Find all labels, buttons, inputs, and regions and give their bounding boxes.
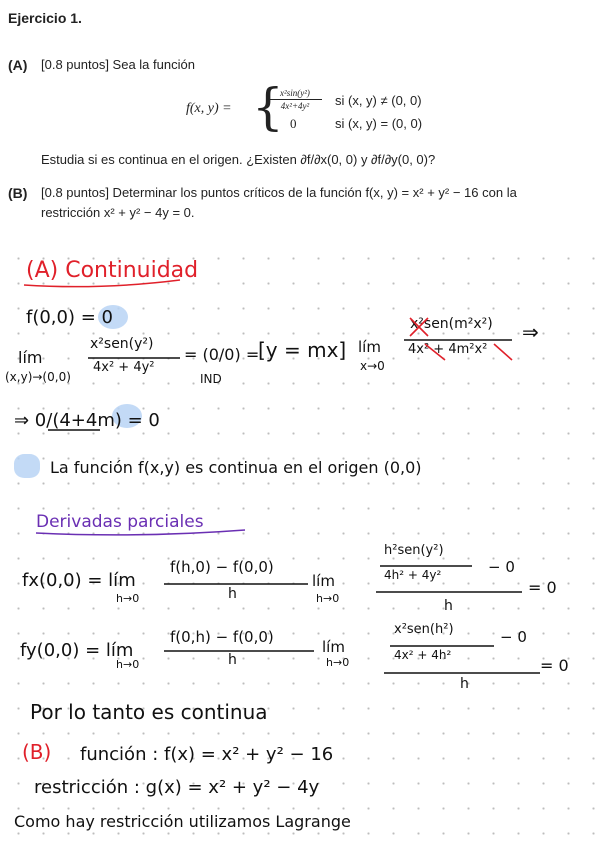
limit-result: ⇒ 0/(4+4m) = 0	[14, 410, 160, 431]
heading-part-b: (B)	[22, 740, 52, 764]
part-a-question: Estudia si es continua en el origen. ¿Existen ∂f/∂x(0, 0) y ∂f/∂y(0, 0)?	[41, 152, 436, 167]
part-b-label: (B)	[8, 185, 28, 201]
lim-word-2: lím	[358, 338, 381, 356]
fy-h-to-0-2: h→0	[326, 656, 350, 669]
case1-denominator: 4x²+4y²	[280, 101, 310, 111]
exercise-title: Ejercicio 1.	[8, 10, 82, 26]
fy-lim-word: lím	[322, 638, 345, 656]
zero-over-zero: = (0/0) =	[184, 345, 260, 364]
case1-numerator: x²sin(y²)	[280, 88, 310, 98]
lim-word: lím	[18, 348, 43, 367]
fy-minus-zero: − 0	[500, 628, 527, 646]
objective-function: función : f(x) = x² + y² − 16	[80, 744, 334, 765]
therefore-continuous: Por lo tanto es continua	[30, 700, 268, 724]
fy-inner-denominator: 4x² + 4h²	[394, 648, 452, 662]
lim-subscript: (x,y)→(0,0)	[5, 370, 71, 384]
indeterminate-label: IND	[200, 372, 222, 386]
fx-denominator: h	[228, 586, 237, 602]
continuity-conclusion: La función f(x,y) es continua en el origen (0,0)	[50, 458, 422, 477]
substituted-numerator: x²sen(m²x²)	[410, 316, 493, 332]
fy-equals-zero: = 0	[540, 656, 569, 675]
part-b-line2: restricción x² + y² − 4y = 0.	[41, 205, 195, 220]
case2-value: 0	[290, 116, 297, 131]
lim-subscript-2: x→0	[360, 359, 385, 373]
part-a-label: (A)	[8, 57, 28, 73]
fx-h-to-0: h→0	[116, 592, 140, 605]
part-a-statement: [0.8 puntos] Sea la función	[41, 57, 195, 72]
fx-minus-zero: − 0	[488, 558, 515, 576]
fy-inner-numerator: x²sen(h²)	[394, 622, 454, 637]
lagrange-note: Como hay restricción utilizamos Lagrange	[14, 812, 351, 831]
fx-h-to-0-2: h→0	[316, 592, 340, 605]
heading-derivadas: Derivadas parciales	[36, 512, 204, 532]
fy-denominator: h	[228, 652, 237, 668]
fx-equals-zero: = 0	[528, 578, 557, 597]
cases-brace: {	[252, 78, 284, 136]
part-b-line1: [0.8 puntos] Determinar los puntos críticos de la función f(x, y) = x² + y² − 16 con la	[41, 185, 517, 200]
case1-condition: si (x, y) ≠ (0, 0)	[335, 93, 422, 108]
fx-lim-word: lím	[312, 572, 335, 590]
fx-lhs: fx(0,0) = lím	[22, 570, 136, 591]
function-lhs: f(x, y) =	[186, 101, 232, 116]
heading-continuidad: (A) Continuidad	[26, 258, 199, 283]
fx-numerator: f(h,0) − f(0,0)	[170, 558, 274, 576]
limit-denominator: 4x² + 4y²	[93, 360, 155, 375]
fx-inner-numerator: h²sen(y²)	[384, 543, 444, 558]
f-at-origin: f(0,0) = 0	[26, 307, 113, 328]
fx-inner-denominator: 4h² + 4y²	[384, 568, 442, 582]
constraint-function: restricción : g(x) = x² + y² − 4y	[34, 777, 320, 798]
limit-numerator: x²sen(y²)	[90, 336, 154, 352]
fy-lhs: fy(0,0) = lím	[20, 640, 134, 661]
fy-h-to-0: h→0	[116, 658, 140, 671]
fy-h: h	[460, 676, 469, 692]
fx-h: h	[444, 598, 453, 614]
implies-arrow: ⇒	[522, 320, 539, 344]
substituted-denominator: 4x² + 4m²x²	[408, 342, 488, 357]
case2-condition: si (x, y) = (0, 0)	[335, 116, 423, 131]
fy-numerator: f(0,h) − f(0,0)	[170, 628, 274, 646]
substitution-bracket: [y = mx]	[258, 338, 347, 362]
